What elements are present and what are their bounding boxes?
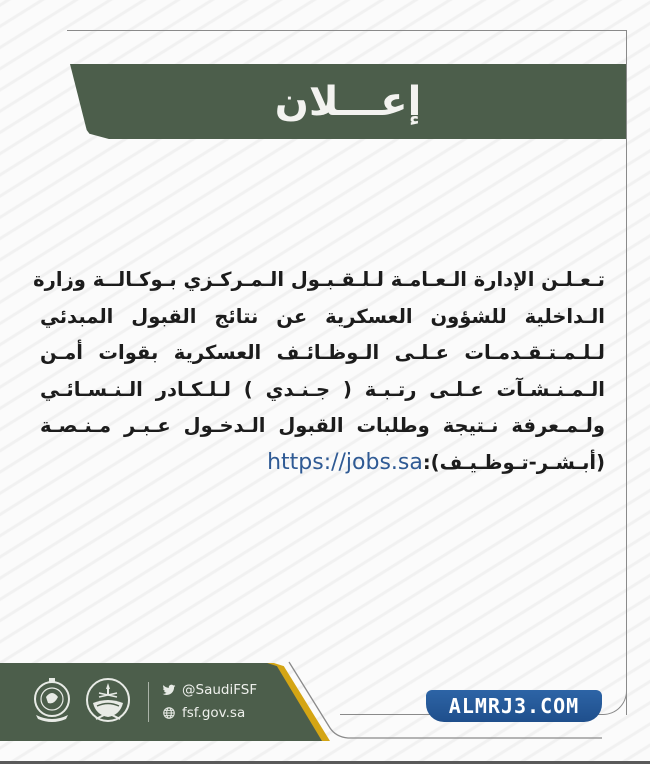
announcement-line: الـمـنـشـآت عـلـى رتـبـة ( جـنـدي ) لـلـكـادر الـنـسـائـي bbox=[40, 377, 605, 401]
announcement-last-line bbox=[40, 445, 605, 482]
twitter-bird-icon bbox=[162, 683, 176, 697]
announcement-line: تـعـلـن الإدارة الـعـامـة لـلـقـبـول الـمـركـزي بـوكـالــة وزارة bbox=[33, 268, 605, 291]
website-row[interactable] bbox=[162, 705, 245, 721]
footer-divider bbox=[148, 682, 149, 722]
website-url: fsf.gov.sa bbox=[182, 705, 246, 721]
jobs-link[interactable]: https://jobs.sa bbox=[267, 449, 423, 475]
twitter-row[interactable] bbox=[162, 682, 257, 698]
ministry-interior-emblem-icon bbox=[84, 675, 132, 725]
announcement-line: الـداخلية للشؤون العسكرية عن نتائج القبول المبدئي bbox=[40, 304, 605, 328]
globe-icon bbox=[162, 706, 176, 720]
frame-right-border bbox=[626, 30, 627, 715]
platform-label: (أبـشـر-تـوظـيـف): bbox=[422, 450, 605, 474]
facilities-security-emblem-icon bbox=[28, 675, 76, 725]
twitter-handle: @SaudiFSF bbox=[182, 682, 258, 698]
announcement-line: ولـمـعرفة نـتيجة وطلبات القبول الـدخـول عـبـر مـنـصـة bbox=[40, 414, 605, 437]
watermark-badge: ALMRJ3.COM bbox=[426, 690, 602, 722]
announcement-body bbox=[33, 262, 605, 481]
frame-top-border bbox=[67, 30, 627, 31]
page-title: إعـــلان bbox=[274, 78, 422, 125]
announcement-line: لـلـمـتـقـدمـات عـلـى الـوظـائـف العسكرية بقوات أمـن bbox=[40, 341, 605, 364]
